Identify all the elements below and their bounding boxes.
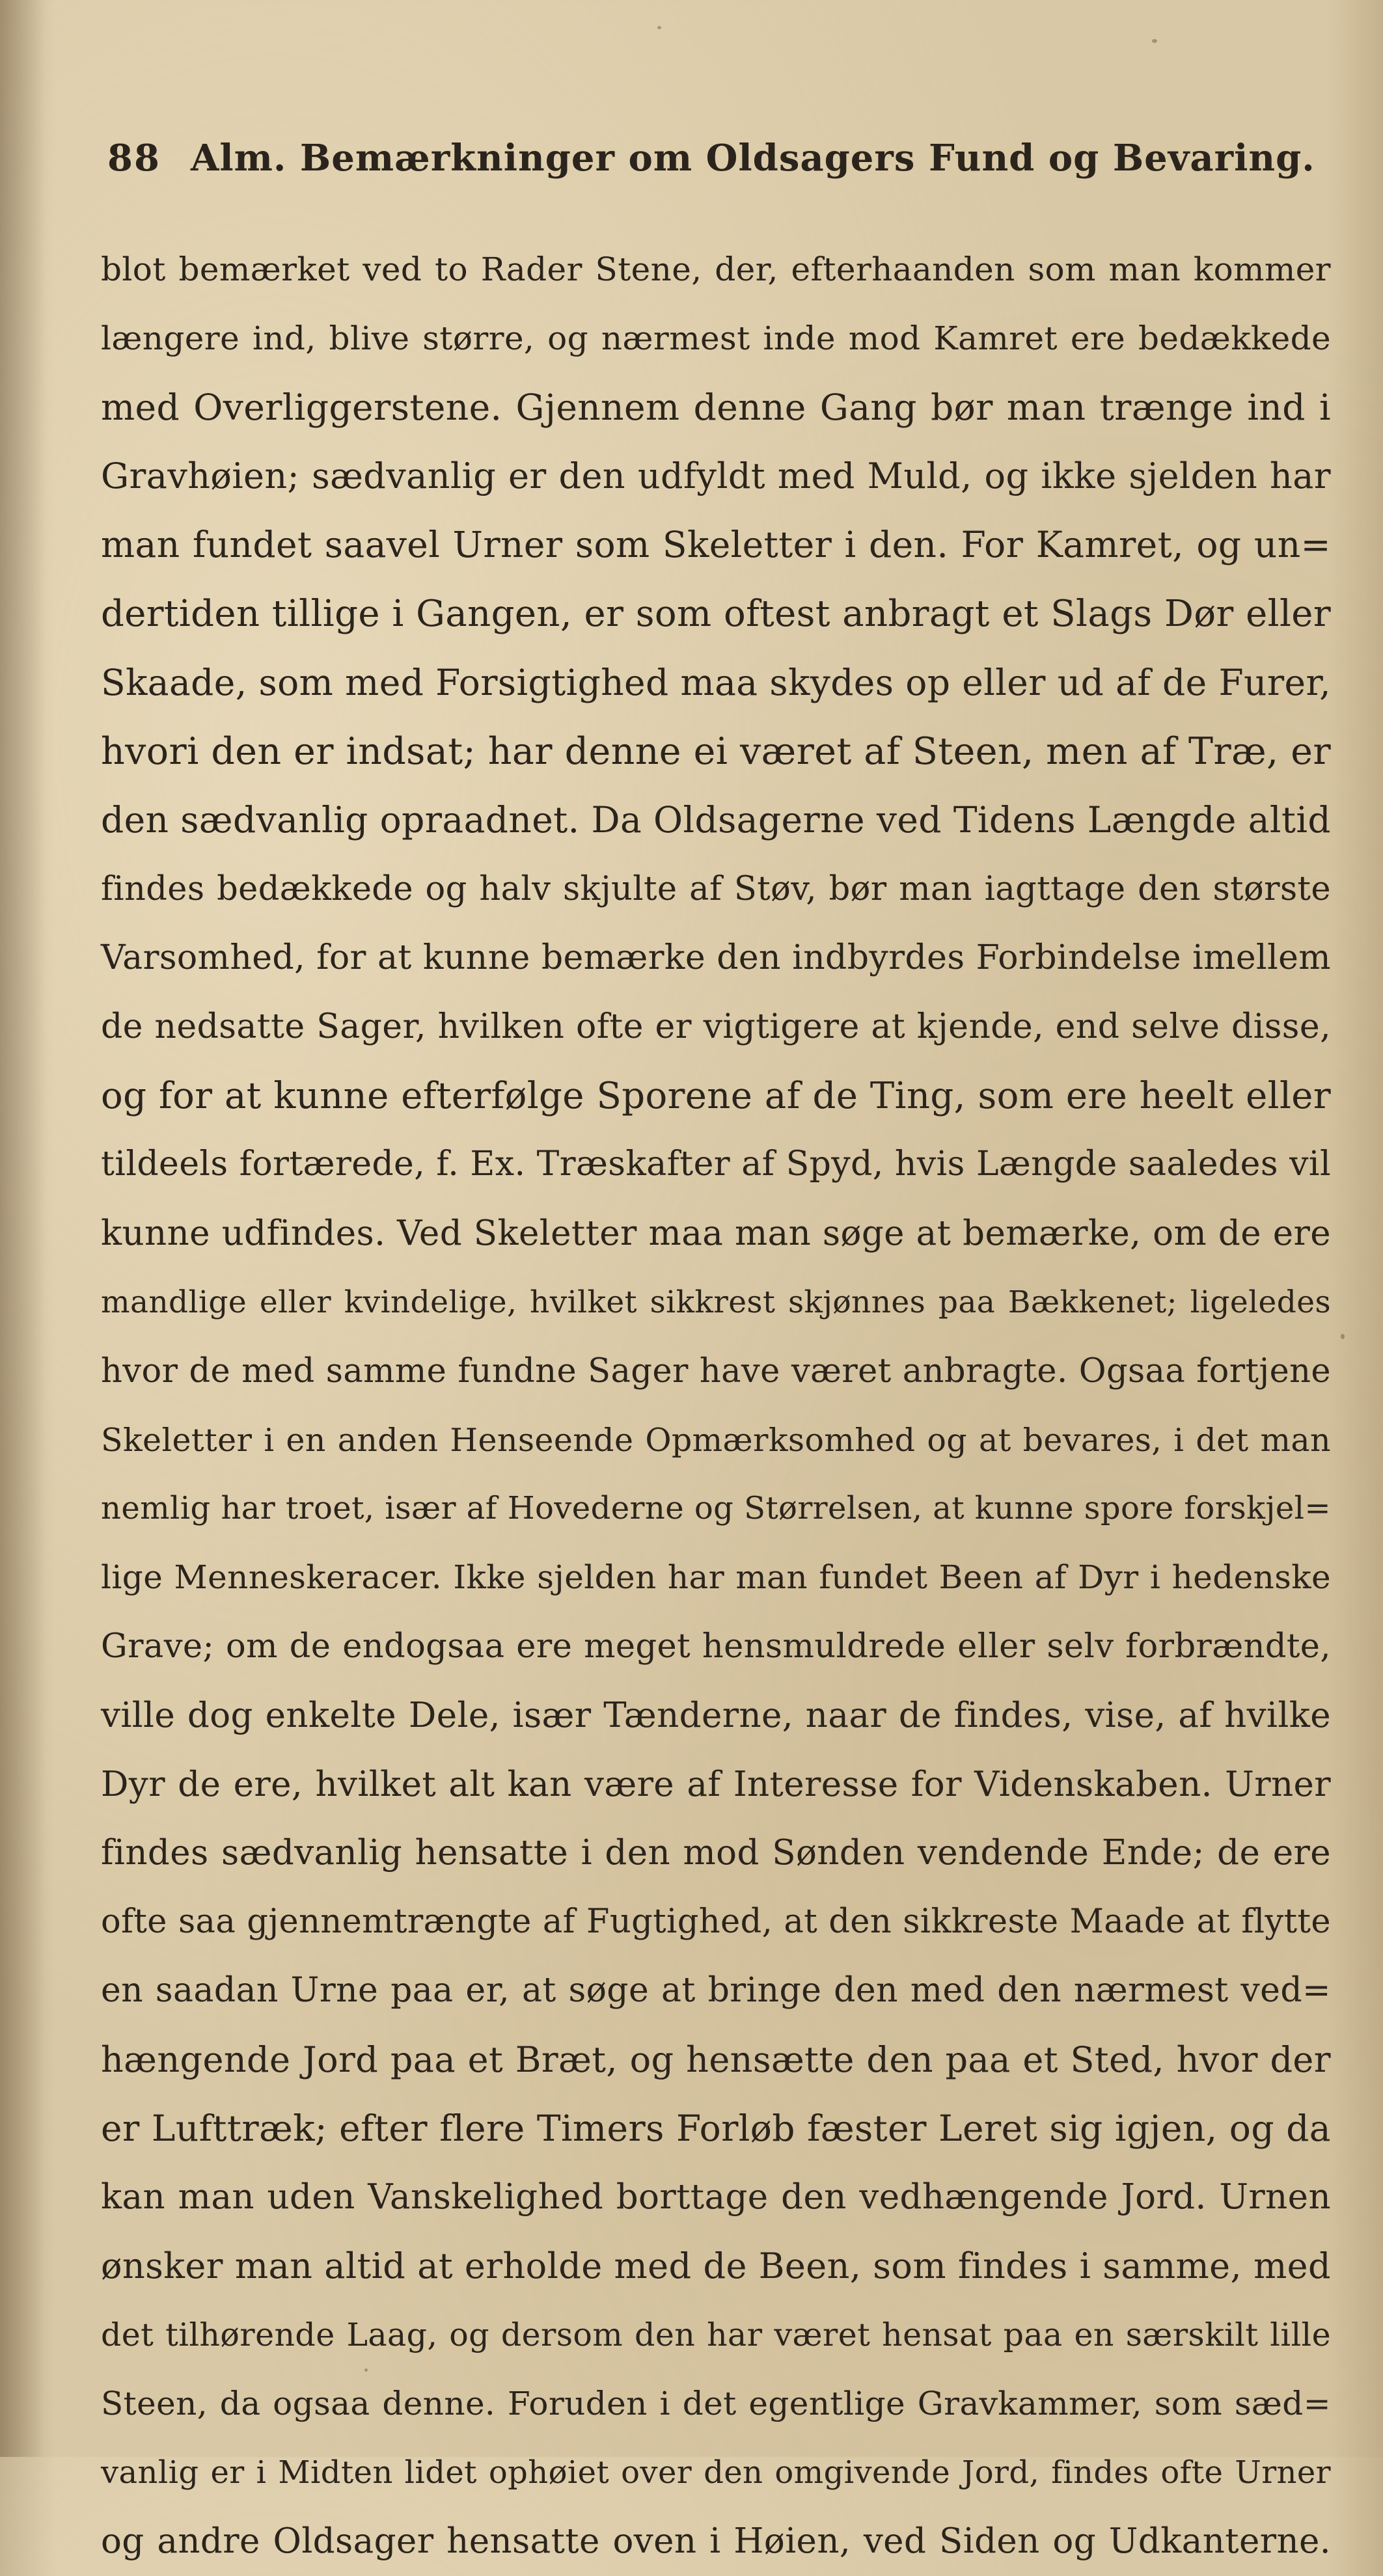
text-line: længere ind, blive større, og nærmest inde mod Kamret ere bedækkede bbox=[101, 319, 1331, 357]
text-line: man fundet saavel Urner som Skeletter i den. For Kamret, og un= bbox=[101, 524, 1331, 566]
text-line: Steen, da ogsaa denne. Foruden i det egentlige Gravkammer, som sæd= bbox=[101, 2384, 1331, 2422]
text-line: Grave; om de endogsaa ere meget hensmuldrede eller selv forbrændte, bbox=[101, 1627, 1331, 1666]
text-line: tildeels fortærede, f. Ex. Træskafter af Spyd, hvis Længde saaledes vil bbox=[101, 1145, 1331, 1184]
text-line: kunne udfindes. Ved Skeletter maa man søge at bemærke, om de ere bbox=[101, 1213, 1331, 1254]
page-edge-shadow bbox=[0, 0, 46, 2457]
paper-speck bbox=[657, 26, 661, 29]
text-line: det tilhørende Laag, og dersom den har været hensat paa en særskilt lille bbox=[101, 2316, 1331, 2353]
text-line: lige Menneskeracer. Ikke sjelden har man fundet Been af Dyr i hedenske bbox=[101, 1558, 1331, 1597]
text-line: kan man uden Vanskelighed borttage den vedhængende Jord. Urnen bbox=[101, 2177, 1331, 2217]
page-number: 88 bbox=[107, 137, 161, 180]
text-line: mandlige eller kvindelige, hvilket sikkrest skjønnes paa Bækkenet; ligeledes bbox=[101, 1284, 1331, 1320]
paper-speck bbox=[1341, 1334, 1345, 1339]
running-title: Alm. Bemærkninger om Oldsagers Fund og Bevaring. bbox=[190, 137, 1315, 180]
text-line: findes bedækkede og halv skjulte af Støv, bør man iagttage den største bbox=[101, 870, 1331, 909]
paper-speck bbox=[364, 2368, 368, 2372]
text-line: ønsker man altid at erholde med de Been, som findes i samme, med bbox=[101, 2245, 1331, 2287]
text-line: hvori den er indsat; har denne ei været af Steen, men af Træ, er bbox=[101, 729, 1331, 773]
text-line: vanlig er i Midten lidet ophøiet over den omgivende Jord, findes ofte Urner bbox=[101, 2454, 1331, 2491]
text-line: Dyr de ere, hvilket alt kan være af Interesse for Videnskaben. Urner bbox=[101, 1764, 1331, 1804]
text-line: dertiden tillige i Gangen, er som oftest anbragt et Slags Dør eller bbox=[101, 592, 1331, 635]
text-line: findes sædvanlig hensatte i den mod Sønden vendende Ende; de ere bbox=[101, 1833, 1331, 1873]
text-line: hængende Jord paa et Bræt, og hensætte den paa et Sted, hvor der bbox=[101, 2039, 1331, 2080]
text-line: med Overliggerstene. Gjennem denne Gang bør man trænge ind i bbox=[101, 386, 1331, 428]
page-header bbox=[107, 137, 1318, 208]
text-line: nemlig har troet, især af Hovederne og Størrelsen, at kunne spore forskjel= bbox=[101, 1490, 1331, 1527]
text-line: ofte saa gjennemtrængte af Fugtighed, at den sikkreste Maade at flytte bbox=[101, 1903, 1331, 1942]
text-line: ville dog enkelte Dele, især Tænderne, naar de findes, vise, af hvilke bbox=[101, 1695, 1331, 1735]
text-line: den sædvanlig opraadnet. Da Oldsagerne ved Tidens Længde altid bbox=[101, 799, 1331, 841]
text-line: og for at kunne efterfølge Sporene af de Ting, som ere heelt eller bbox=[101, 1074, 1331, 1117]
paper-speck bbox=[833, 2407, 838, 2411]
text-line: Skeletter i en anden Henseende Opmærksomhed og at bevares, i det man bbox=[101, 1421, 1331, 1459]
text-line: Skaade, som med Forsigtighed maa skydes op eller ud af de Furer, bbox=[101, 661, 1331, 703]
text-line: Varsomhed, for at kunne bemærke den indbyrdes Forbindelse imellem bbox=[101, 938, 1331, 977]
text-line: og andre Oldsager hensatte oven i Høien, ved Siden og Udkanterne. bbox=[101, 2521, 1331, 2562]
text-line: Gravhøien; sædvanlig er den udfyldt med Muld, og ikke sjelden har bbox=[101, 455, 1331, 497]
text-line: er Lufttræk; efter flere Timers Forløb fæster Leret sig igjen, og da bbox=[101, 2107, 1331, 2149]
text-line: en saadan Urne paa er, at søge at bringe den med den nærmest ved= bbox=[101, 1970, 1331, 2010]
text-line: blot bemærket ved to Rader Stene, der, efterhaanden som man kommer bbox=[101, 251, 1331, 288]
body-text bbox=[101, 236, 1331, 2576]
text-line: de nedsatte Sager, hvilken ofte er vigtigere at kjende, end selve disse, bbox=[101, 1007, 1331, 1046]
text-line: hvor de med samme fundne Sager have været anbragte. Ogsaa fortjene bbox=[101, 1351, 1331, 1390]
paper-speck bbox=[1152, 39, 1157, 43]
